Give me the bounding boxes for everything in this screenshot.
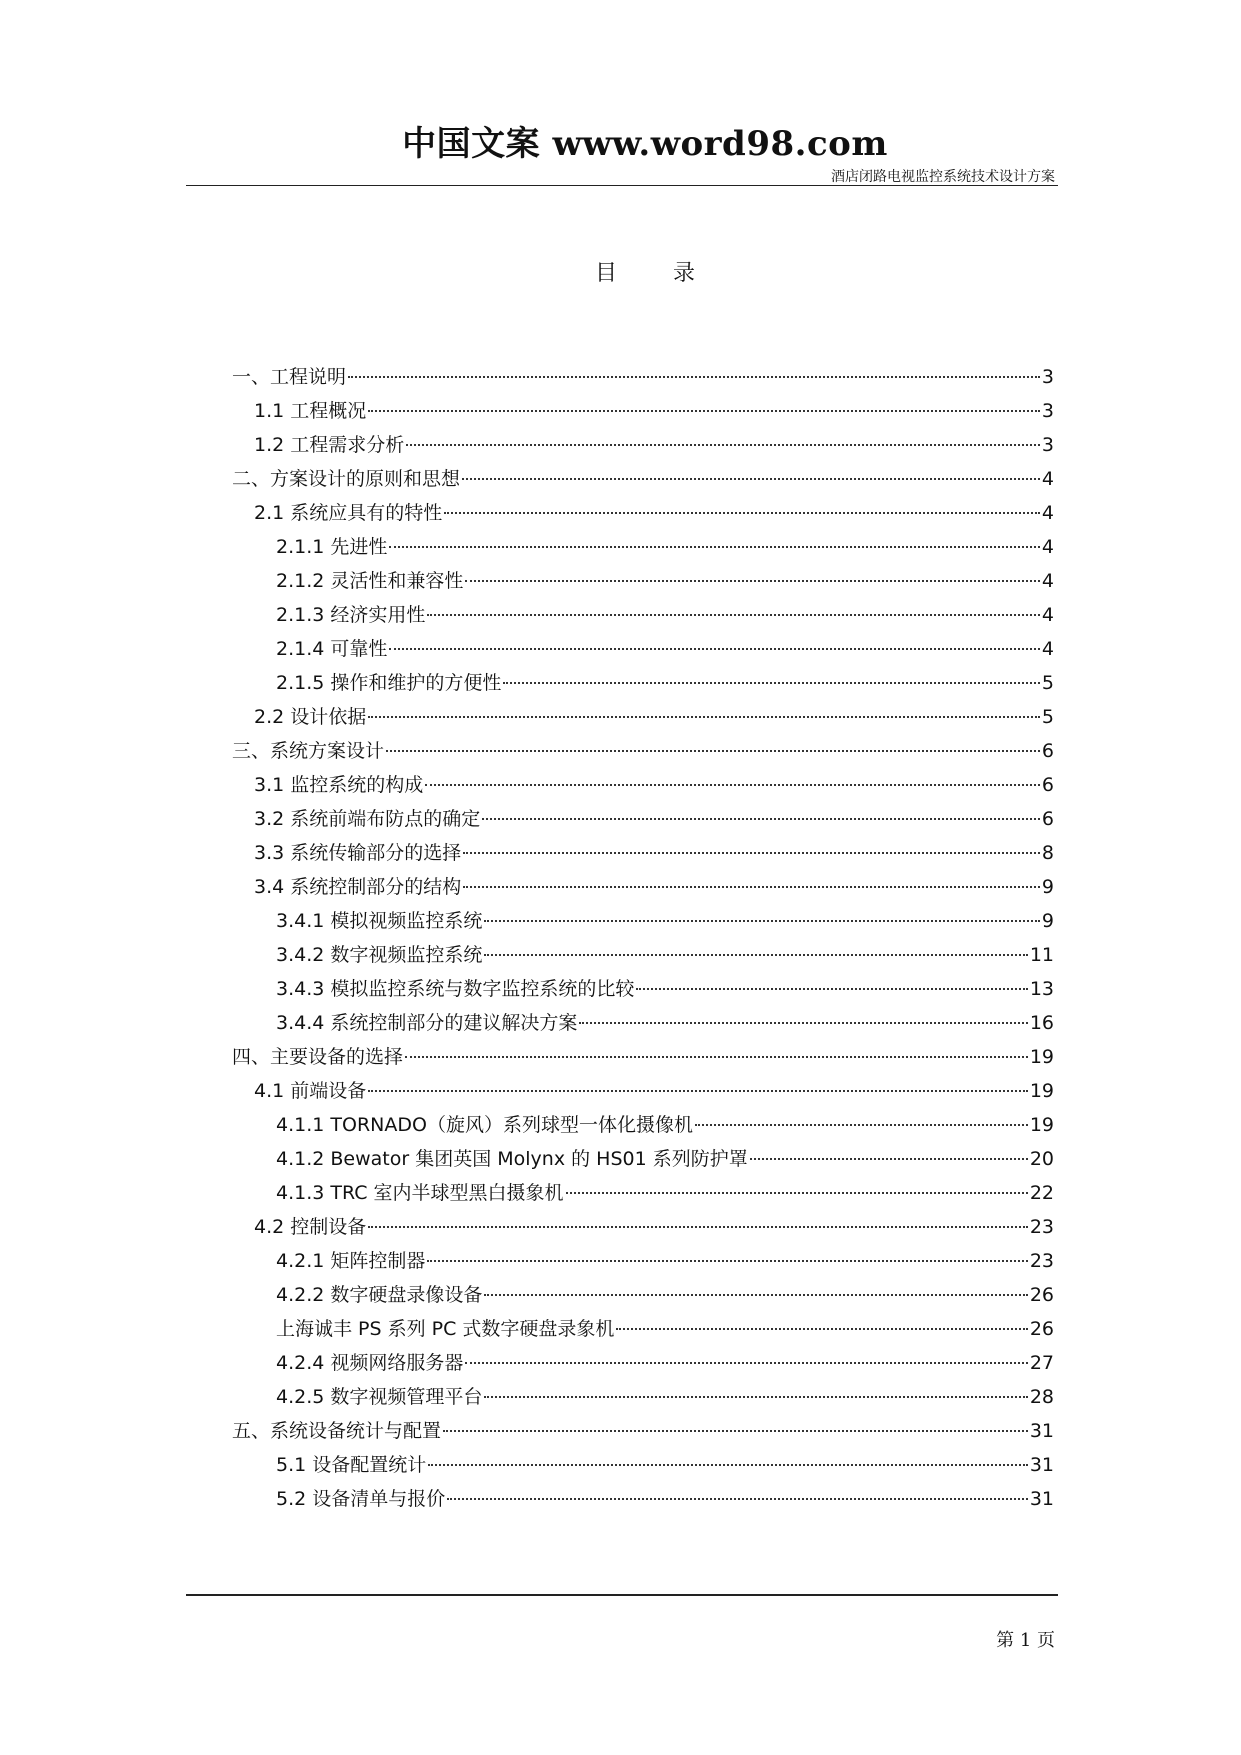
- toc-entry[interactable]: [232, 1108, 1054, 1142]
- toc-entry-label: 3.2 系统前端布防点的确定: [254, 808, 481, 830]
- toc-entry[interactable]: [232, 632, 1054, 666]
- toc-entry-page: 19: [1029, 1046, 1054, 1068]
- toc-entry-label: 1.1 工程概况: [254, 400, 367, 422]
- toc-entry[interactable]: [232, 1142, 1054, 1176]
- toc-entry-label: 上海诚丰 PS 系列 PC 式数字硬盘录象机: [276, 1318, 615, 1340]
- toc-dot-leader: [405, 1056, 1028, 1058]
- toc-dot-leader: [463, 852, 1040, 854]
- toc-dot-leader: [484, 920, 1040, 922]
- toc-dot-leader: [484, 1396, 1027, 1398]
- toc-entry[interactable]: [232, 1346, 1054, 1380]
- toc-entry-page: 23: [1029, 1250, 1054, 1272]
- toc-dot-leader: [368, 1226, 1028, 1228]
- toc-entry-page: 31: [1029, 1488, 1054, 1510]
- toc-entry-label: 4.1 前端设备: [254, 1080, 367, 1102]
- toc-entry-page: 3: [1041, 366, 1054, 388]
- toc-entry-page: 4: [1041, 570, 1054, 592]
- toc-dot-leader: [750, 1158, 1028, 1160]
- toc-entry-label: 4.1.1 TORNADO（旋风）系列球型一体化摄像机: [276, 1114, 693, 1136]
- toc-entry-label: 3.3 系统传输部分的选择: [254, 842, 462, 864]
- toc-entry-label: 2.1.1 先进性: [276, 536, 388, 558]
- toc-entry-label: 2.1.5 操作和维护的方便性: [276, 672, 502, 694]
- header-divider: [186, 185, 1058, 186]
- toc-entry[interactable]: [232, 802, 1054, 836]
- document-header-title: 酒店闭路电视监控系统技术设计方案: [831, 169, 1055, 185]
- toc-dot-leader: [503, 682, 1040, 684]
- toc-entry-page: 11: [1029, 944, 1054, 966]
- toc-entry-label: 4.1.3 TRC 室内半球型黑白摄象机: [276, 1182, 564, 1204]
- toc-dot-leader: [368, 1090, 1028, 1092]
- toc-entry-label: 3.4.3 模拟监控系统与数字监控系统的比较: [276, 978, 635, 1000]
- toc-entry[interactable]: [232, 1482, 1054, 1516]
- toc-entry[interactable]: [232, 836, 1054, 870]
- toc-entry-label: 5.2 设备清单与报价: [276, 1488, 446, 1510]
- toc-dot-leader: [484, 954, 1027, 956]
- toc-entry-page: 31: [1029, 1454, 1054, 1476]
- toc-entry-label: 5.1 设备配置统计: [276, 1454, 427, 1476]
- toc-dot-leader: [368, 410, 1040, 412]
- toc-entry[interactable]: [232, 462, 1054, 496]
- toc-entry[interactable]: [232, 564, 1054, 598]
- toc-entry-page: 4: [1041, 638, 1054, 660]
- toc-dot-leader: [695, 1124, 1028, 1126]
- toc-entry[interactable]: [232, 1414, 1054, 1448]
- toc-entry-label: 4.2 控制设备: [254, 1216, 367, 1238]
- toc-entry-label: 4.2.5 数字视频管理平台: [276, 1386, 483, 1408]
- toc-entry-page: 3: [1041, 400, 1054, 422]
- toc-entry[interactable]: [232, 700, 1054, 734]
- toc-entry[interactable]: [232, 394, 1054, 428]
- toc-dot-leader: [465, 580, 1040, 582]
- toc-dot-leader: [447, 1498, 1028, 1500]
- toc-entry[interactable]: [232, 938, 1054, 972]
- toc-entry[interactable]: [232, 768, 1054, 802]
- toc-entry-label: 3.4 系统控制部分的结构: [254, 876, 462, 898]
- toc-entry[interactable]: [232, 1312, 1054, 1346]
- toc-entry-label: 二、方案设计的原则和思想: [232, 468, 461, 490]
- toc-entry[interactable]: [232, 1210, 1054, 1244]
- toc-entry-page: 4: [1041, 502, 1054, 524]
- toc-entry[interactable]: [232, 666, 1054, 700]
- toc-entry-page: 4: [1041, 536, 1054, 558]
- toc-entry-page: 20: [1029, 1148, 1054, 1170]
- toc-dot-leader: [348, 376, 1040, 378]
- table-of-contents: [232, 360, 1054, 1516]
- toc-entry-page: 9: [1041, 876, 1054, 898]
- toc-entry-page: 5: [1041, 706, 1054, 728]
- toc-dot-leader: [482, 818, 1040, 820]
- toc-entry-label: 4.2.1 矩阵控制器: [276, 1250, 426, 1272]
- toc-entry[interactable]: [232, 360, 1054, 394]
- toc-entry-page: 3: [1041, 434, 1054, 456]
- toc-entry-page: 9: [1041, 910, 1054, 932]
- toc-entry-label: 2.1 系统应具有的特性: [254, 502, 443, 524]
- toc-entry[interactable]: [232, 972, 1054, 1006]
- toc-dot-leader: [465, 1362, 1027, 1364]
- toc-entry[interactable]: [232, 1278, 1054, 1312]
- toc-entry[interactable]: [232, 870, 1054, 904]
- toc-title: 目录: [594, 261, 751, 286]
- toc-dot-leader: [389, 546, 1040, 548]
- toc-entry-label: 三、系统方案设计: [232, 740, 385, 762]
- toc-dot-leader: [463, 886, 1040, 888]
- toc-entry[interactable]: [232, 1074, 1054, 1108]
- toc-entry[interactable]: [232, 598, 1054, 632]
- page-number: 第 1 页: [996, 1630, 1055, 1651]
- footer-divider: [186, 1594, 1058, 1596]
- toc-dot-leader: [425, 784, 1040, 786]
- toc-entry-label: 4.2.2 数字硬盘录像设备: [276, 1284, 483, 1306]
- toc-entry[interactable]: [232, 530, 1054, 564]
- toc-entry-page: 19: [1029, 1080, 1054, 1102]
- toc-entry[interactable]: [232, 1380, 1054, 1414]
- toc-entry-page: 26: [1029, 1284, 1054, 1306]
- site-title: 中国文案 www.word98.com: [402, 124, 888, 164]
- toc-entry-page: 31: [1029, 1420, 1054, 1442]
- toc-entry-label: 1.2 工程需求分析: [254, 434, 405, 456]
- toc-entry-label: 2.2 设计依据: [254, 706, 367, 728]
- toc-dot-leader: [427, 1260, 1027, 1262]
- toc-entry-label: 一、工程说明: [232, 366, 347, 388]
- toc-entry-page: 23: [1029, 1216, 1054, 1238]
- toc-entry-label: 四、主要设备的选择: [232, 1046, 404, 1068]
- toc-entry[interactable]: [232, 734, 1054, 768]
- toc-dot-leader: [443, 1430, 1028, 1432]
- toc-entry-label: 2.1.3 经济实用性: [276, 604, 426, 626]
- toc-dot-leader: [566, 1192, 1028, 1194]
- toc-entry[interactable]: [232, 1040, 1054, 1074]
- toc-dot-leader: [462, 478, 1040, 480]
- toc-entry-label: 3.4.4 系统控制部分的建议解决方案: [276, 1012, 578, 1034]
- toc-dot-leader: [389, 648, 1040, 650]
- toc-entry[interactable]: [232, 428, 1054, 462]
- toc-entry-label: 3.1 监控系统的构成: [254, 774, 424, 796]
- toc-entry[interactable]: [232, 1006, 1054, 1040]
- toc-entry[interactable]: [232, 1244, 1054, 1278]
- toc-entry-label: 2.1.2 灵活性和兼容性: [276, 570, 464, 592]
- toc-entry-page: 27: [1029, 1352, 1054, 1374]
- toc-entry-page: 5: [1041, 672, 1054, 694]
- toc-dot-leader: [616, 1328, 1027, 1330]
- toc-entry-page: 4: [1041, 468, 1054, 490]
- toc-entry-label: 五、系统设备统计与配置: [232, 1420, 442, 1442]
- toc-dot-leader: [484, 1294, 1027, 1296]
- toc-entry-page: 28: [1029, 1386, 1054, 1408]
- toc-dot-leader: [579, 1022, 1027, 1024]
- toc-entry-page: 6: [1041, 740, 1054, 762]
- toc-entry-page: 13: [1029, 978, 1054, 1000]
- toc-dot-leader: [636, 988, 1027, 990]
- toc-entry-page: 16: [1029, 1012, 1054, 1034]
- toc-entry-label: 3.4.2 数字视频监控系统: [276, 944, 483, 966]
- toc-entry-page: 6: [1041, 808, 1054, 830]
- toc-entry[interactable]: [232, 496, 1054, 530]
- toc-dot-leader: [386, 750, 1040, 752]
- toc-entry[interactable]: [232, 904, 1054, 938]
- toc-dot-leader: [427, 614, 1040, 616]
- toc-dot-leader: [406, 444, 1040, 446]
- toc-entry-label: 4.2.4 视频网络服务器: [276, 1352, 464, 1374]
- toc-entry-page: 22: [1029, 1182, 1054, 1204]
- toc-entry-label: 4.1.2 Bewator 集团英国 Molynx 的 HS01 系列防护罩: [276, 1148, 748, 1170]
- toc-entry-page: 19: [1029, 1114, 1054, 1136]
- toc-entry-page: 6: [1041, 774, 1054, 796]
- toc-entry-label: 3.4.1 模拟视频监控系统: [276, 910, 483, 932]
- toc-entry-page: 8: [1041, 842, 1054, 864]
- toc-dot-leader: [368, 716, 1040, 718]
- toc-entry-label: 2.1.4 可靠性: [276, 638, 388, 660]
- toc-entry[interactable]: [232, 1448, 1054, 1482]
- toc-entry-page: 26: [1029, 1318, 1054, 1340]
- toc-dot-leader: [444, 512, 1040, 514]
- toc-dot-leader: [428, 1464, 1028, 1466]
- toc-entry-page: 4: [1041, 604, 1054, 626]
- toc-entry[interactable]: [232, 1176, 1054, 1210]
